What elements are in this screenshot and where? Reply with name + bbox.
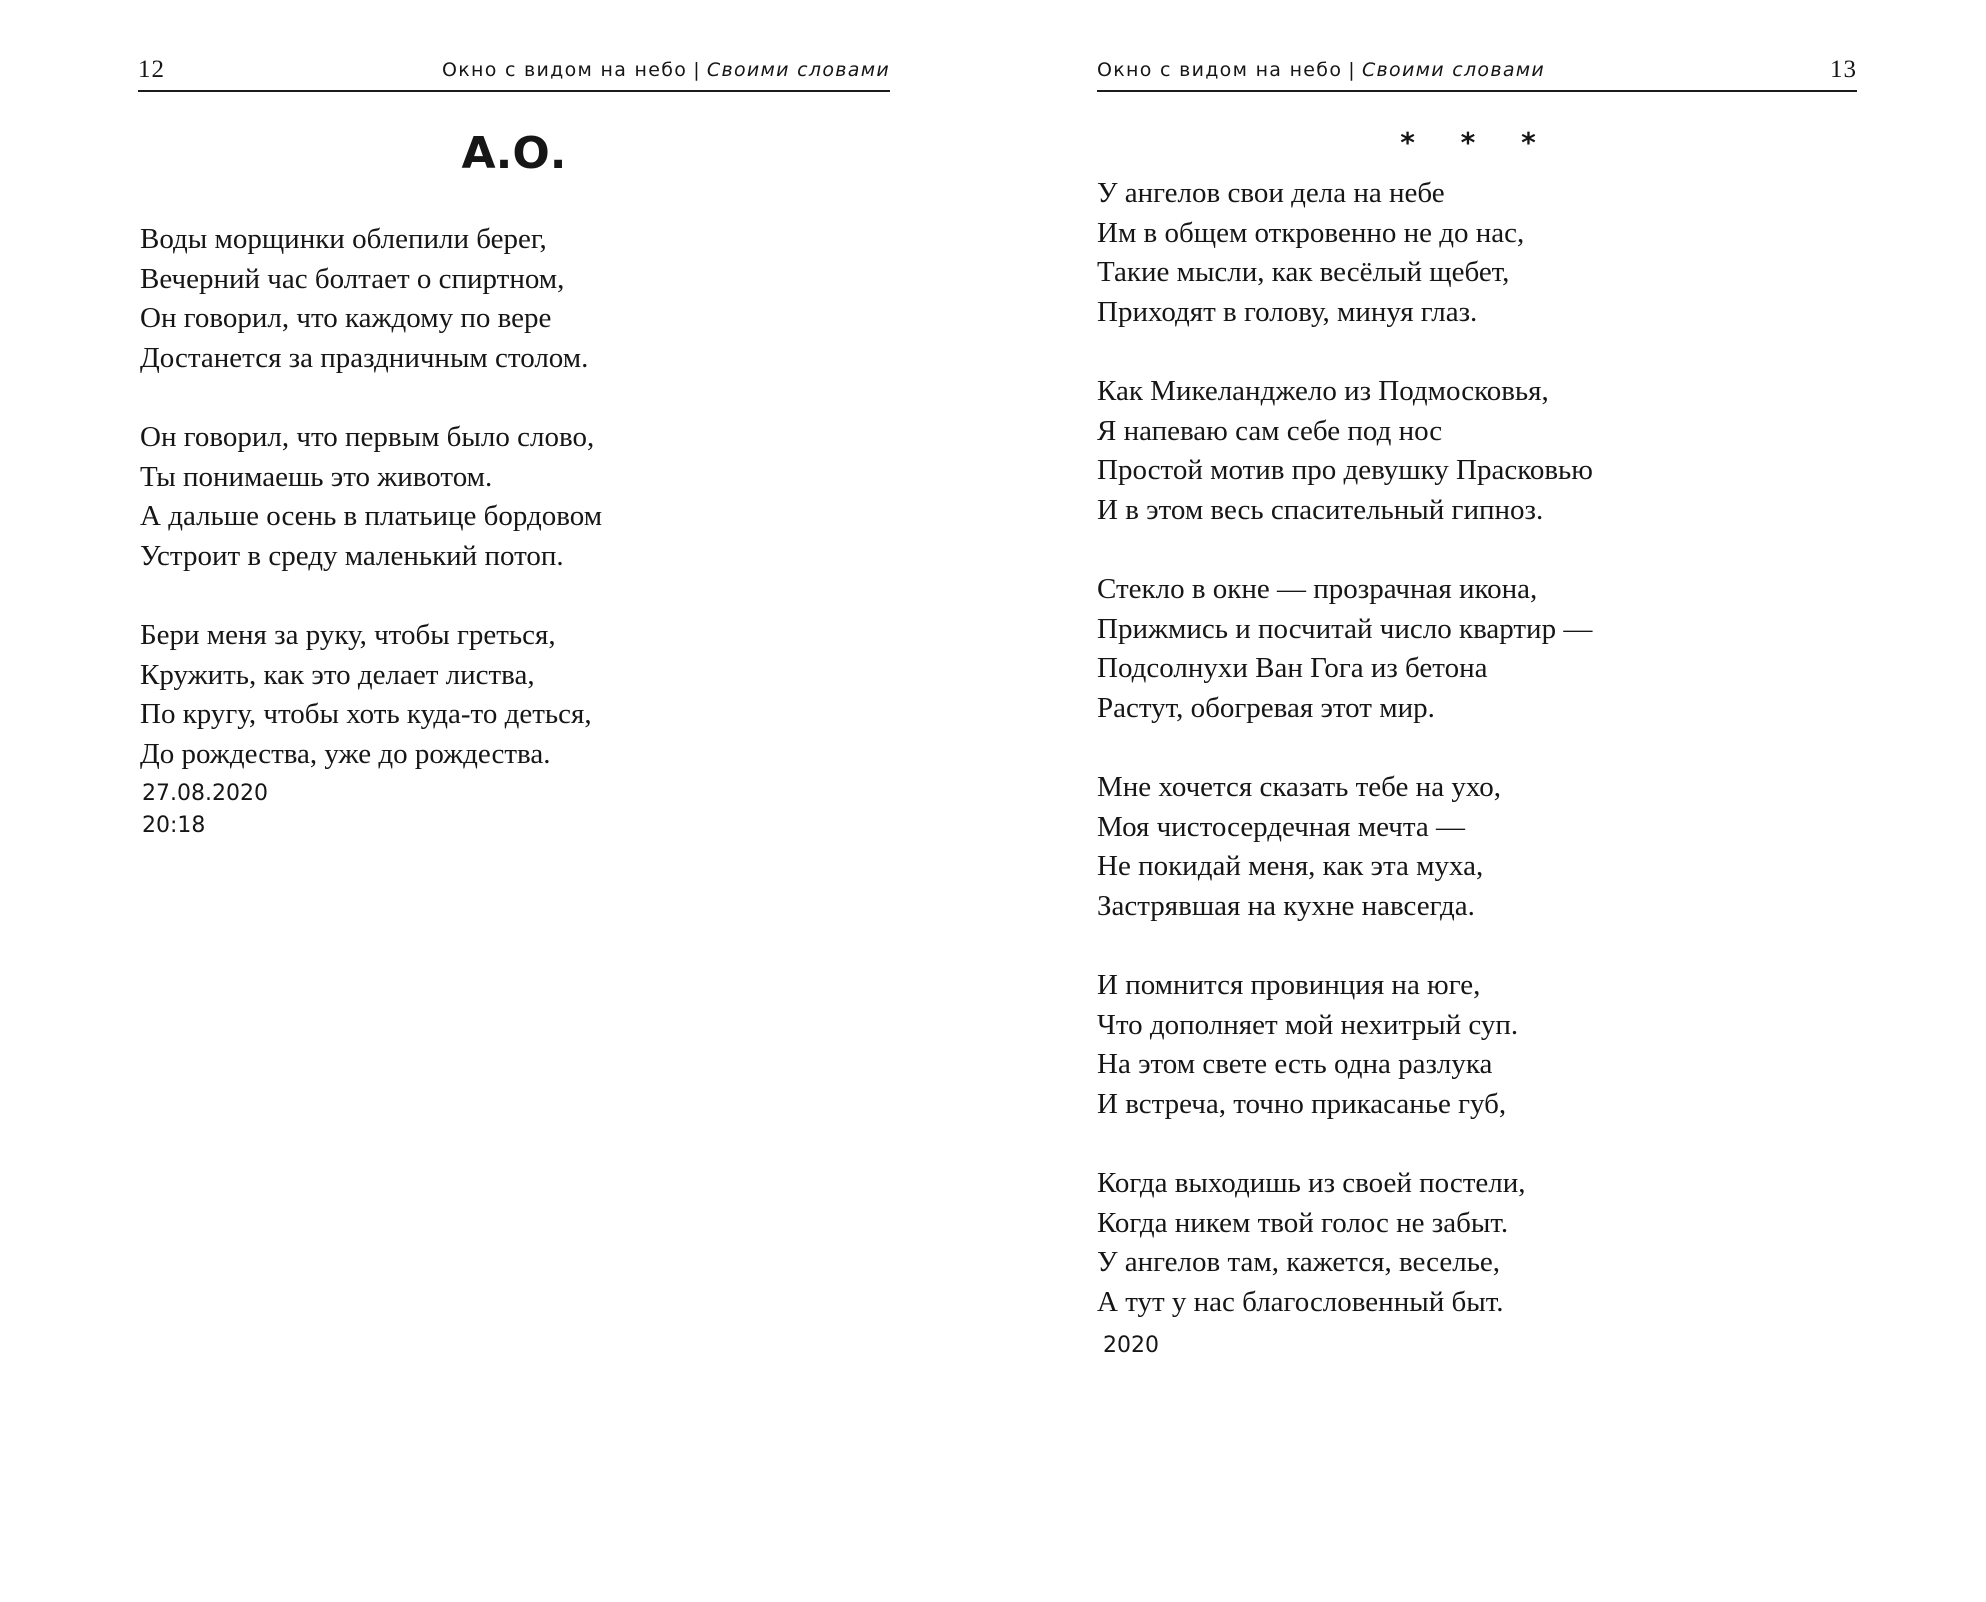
- poem-line: Растут, обогревая этот мир.: [1097, 691, 1435, 724]
- poem-line: До рождества, уже до рождества.: [140, 737, 551, 770]
- page-number-right: 13: [1830, 56, 1857, 83]
- book-title-right: Окно с видом на небо: [1097, 59, 1343, 81]
- poem-line: Когда выходишь из своей постели,: [1097, 1167, 1526, 1199]
- poem-line: Воды морщинки облепили берег,: [140, 223, 547, 255]
- stanza-2: [1097, 372, 1593, 530]
- stanza-1: [140, 220, 602, 378]
- time-text: 20:18: [142, 813, 206, 838]
- running-head-right: [1097, 56, 1857, 92]
- poem-line: Такие мысли, как весёлый щебет,: [1097, 256, 1510, 288]
- page-number-left: 12: [138, 56, 165, 83]
- poem-line: Не покидай меня, как эта муха,: [1097, 850, 1484, 882]
- book-title-left: Окно с видом на небо: [441, 59, 688, 81]
- poem-asterism: * * *: [1400, 126, 1554, 159]
- poem-line: Стекло в окне — прозрачная икона,: [1097, 573, 1538, 605]
- poem-date-right: [1103, 1330, 1159, 1362]
- poem-line: Прижмись и посчитай число квартир —: [1097, 612, 1593, 645]
- poem-line: У ангелов там, кажется, веселье,: [1097, 1246, 1501, 1278]
- poem-line: А тут у нас благословенный быт.: [1097, 1285, 1504, 1318]
- poem-line: Я напеваю сам себе под нос: [1097, 414, 1443, 447]
- poem-line: Достанется за праздничным столом.: [140, 341, 589, 374]
- poem-line: У ангелов свои дела на небе: [1097, 177, 1445, 209]
- poem-line: Бери меня за руку, чтобы греться,: [140, 619, 556, 651]
- poem-line: Моя чистосердечная мечта —: [1097, 810, 1466, 843]
- poem-line: А дальше осень в платьице бордовом: [140, 500, 603, 532]
- poem-line: Простой мотив про девушку Прасковью: [1097, 454, 1593, 486]
- poem-title-left: А.О.: [461, 128, 567, 179]
- poem-line: По кругу, чтобы хоть куда-то деться,: [140, 698, 592, 730]
- header-separator-right: |: [1348, 59, 1356, 81]
- poem-line: И в этом весь спасительный гипноз.: [1097, 493, 1544, 526]
- poem-line: На этом свете есть одна разлука: [1097, 1048, 1493, 1080]
- poem-line: Застрявшая на кухне навсегда.: [1097, 889, 1475, 922]
- date-text: 2020: [1103, 1333, 1159, 1358]
- stanza-3: [1097, 570, 1593, 728]
- poem-line: Подсолнухи Ван Гога из бетона: [1097, 652, 1488, 684]
- header-separator-left: |: [693, 59, 701, 81]
- poem-line: Устроит в среду маленький потоп.: [140, 539, 564, 572]
- running-title-right: [1097, 59, 1545, 81]
- poem-line: Вечерний час болтает о спиртном,: [140, 262, 565, 295]
- stanza-2: [140, 418, 602, 576]
- stanza-3: [140, 616, 602, 774]
- poem-line: Когда никем твой голос не забыт.: [1097, 1206, 1509, 1239]
- running-head-left: [138, 56, 890, 92]
- poem-line: Мне хочется сказать тебе на ухо,: [1097, 771, 1501, 803]
- stanza-1: [1097, 174, 1593, 332]
- poem-line: Как Микеланджело из Подмосковья,: [1097, 375, 1549, 407]
- poem-date-left: [142, 778, 268, 842]
- poem-line: Приходят в голову, минуя глаз.: [1097, 295, 1478, 328]
- date-text: 27.08.2020: [142, 781, 268, 806]
- poem-line: Ты понимаешь это животом.: [140, 460, 493, 493]
- poem-line: Что дополняет мой нехитрый суп.: [1097, 1008, 1519, 1041]
- poem-line: И встреча, точно прикасанье губ,: [1097, 1087, 1507, 1120]
- right-page: [993, 0, 1986, 1602]
- section-title-left: Своими словами: [706, 59, 890, 81]
- stanza-6: [1097, 1164, 1593, 1322]
- poem-body-left: [140, 220, 602, 774]
- stanza-5: [1097, 966, 1593, 1124]
- poem-line: Он говорил, что каждому по вере: [140, 302, 552, 334]
- stanza-4: [1097, 768, 1593, 926]
- poem-line: Им в общем откровенно не до нас,: [1097, 216, 1525, 249]
- poem-line: Кружить, как это делает листва,: [140, 658, 535, 691]
- poem-line: И помнится провинция на юге,: [1097, 969, 1481, 1001]
- poem-line: Он говорил, что первым было слово,: [140, 421, 595, 453]
- poem-body-right: [1097, 174, 1593, 1322]
- running-title-left: [442, 59, 890, 81]
- section-title-right: Своими словами: [1361, 59, 1546, 81]
